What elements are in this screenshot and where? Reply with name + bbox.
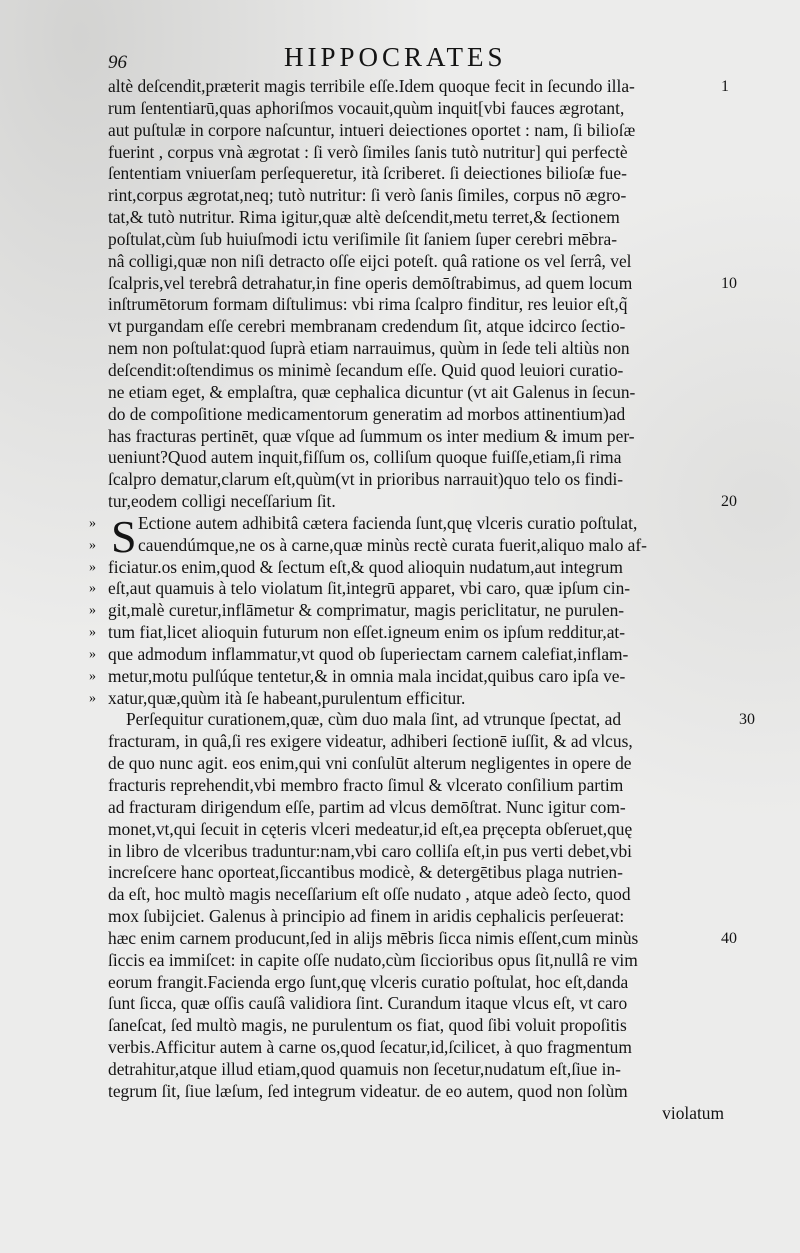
text-line bbox=[108, 338, 728, 360]
line-number: 30 bbox=[739, 711, 755, 729]
line-text: ſiccis ea immiſcet: in capite oſſe nudato,cùm ſiccioribus opus ſit,nullâ re vim bbox=[108, 949, 638, 970]
line-number: 40 bbox=[721, 929, 737, 947]
text-line bbox=[108, 426, 728, 448]
line-text: ſaneſcat, ſed multò magis, ne purulentum os fiat, quod ſibi voluit propoſitis bbox=[108, 1015, 627, 1036]
quote-mark: » bbox=[89, 690, 96, 706]
line-text: da eſt, hoc multò magis neceſſarium eſt oſſe nudato , atque adeò ſecto, quod bbox=[108, 884, 631, 905]
text-line bbox=[108, 404, 728, 426]
text-line bbox=[108, 1015, 728, 1037]
text-line bbox=[108, 360, 728, 382]
line-text: monet,vt,qui ſecuit in cęteris vlceri medeatur,id eſt,ea pręcepta obſeruet,quę bbox=[108, 818, 633, 839]
text-line bbox=[108, 775, 728, 797]
text-line bbox=[89, 534, 728, 557]
line-text: fracturis reprehendit,vbi membro fracto ſimul & vlcerato conſilium partim bbox=[108, 775, 624, 795]
line-text: fuerint , corpus vnà ægrotat : ſi verò ſimiles ſanis tutò nutritur] qui perfectè bbox=[108, 141, 628, 162]
line-text: Perſequitur curationem,quæ, cùm duo mala ſint, ad vtrunque ſpectat, ad bbox=[126, 709, 622, 730]
line-number: 20 bbox=[721, 493, 737, 511]
text-line bbox=[108, 1081, 728, 1103]
line-text: ſententiam vniuerſam perſequeretur, ità ſcriberet. ſi deiectiones bilioſæ fue- bbox=[108, 163, 627, 184]
line-text: hæc enim carnem producunt,ſed in alijs mēbris ſicca nimis eſſent,cum minùs bbox=[108, 927, 639, 948]
line-number: 1 bbox=[721, 78, 729, 95]
quote-mark: » bbox=[89, 625, 96, 641]
text-line bbox=[108, 185, 728, 207]
line-text: tum fiat,licet alioquin futurum non eſſet.igneum enim os ipſum redditur,at- bbox=[108, 622, 626, 643]
text-line bbox=[89, 665, 728, 688]
line-text: xatur,quæ,quùm ità ſe habeant,purulentum efficitur. bbox=[108, 687, 466, 708]
text-line bbox=[108, 142, 728, 164]
text-line bbox=[108, 797, 728, 819]
text-line bbox=[108, 207, 728, 229]
line-text: fracturam, in quâ,ſi res exigere videatur, adhiberi ſectionē iuſſit, & ad vlcus, bbox=[108, 731, 633, 752]
quote-mark: » bbox=[89, 603, 96, 619]
line-text: vt purgandam eſſe cerebri membranam credendum ſit, atque idcirco ſectio- bbox=[108, 316, 626, 337]
line-text: inſtrumētorum formam diſtulimus: vbi rima ſcalpro finditur, res leuior eſt,q̃ bbox=[108, 294, 628, 315]
line-text: ne etiam eget, & emplaſtra, quæ cephalica dicuntur (vt ait Galenus in ſecun- bbox=[108, 381, 636, 402]
text-line bbox=[89, 556, 728, 579]
text-line bbox=[108, 382, 728, 404]
quote-mark: » bbox=[89, 668, 96, 684]
text-line bbox=[89, 687, 728, 710]
line-text: in libro de vlceribus traduntur:nam,vbi caro colliſa eſt,in pus verti debet,vbi bbox=[108, 840, 632, 861]
line-text: poſtulat,cùm ſub huiuſmodi ictu veriſimile ſit ſaniem ſuper cerebri mēbra- bbox=[108, 228, 618, 249]
line-text: tegrum ſit, ſiue læſum, ſed integrum videatur. de eo autem, quod non ſolùm bbox=[108, 1080, 628, 1101]
line-text: do de compoſitione medicamentorum generatim ad morbos attinentium)ad bbox=[108, 403, 626, 424]
text-line bbox=[108, 76, 728, 98]
text-line bbox=[108, 906, 728, 928]
quote-mark: » bbox=[89, 559, 96, 575]
text-line bbox=[108, 841, 728, 863]
line-text: detrahitur,atque illud etiam,quod quamuis non ſecetur,nudatum eſt,ſiue in- bbox=[108, 1058, 621, 1079]
text-line bbox=[108, 884, 728, 906]
line-text: rint,corpus ægrotat,neq; tutò nutritur: ſi verò ſanis ſimiles, corpus nō ægro- bbox=[108, 185, 627, 206]
text-line bbox=[108, 229, 728, 251]
text-line bbox=[108, 272, 737, 295]
line-text: ſunt ſicca, quæ oſſis cauſâ validiora ſint. Curandum itaque vlcus eſt, vt caro bbox=[108, 993, 628, 1014]
text-line bbox=[108, 950, 728, 972]
catchword: violatum bbox=[662, 1102, 724, 1123]
line-number: 10 bbox=[721, 274, 737, 292]
line-text: eſt,aut quamuis à telo violatum ſit,integrū apparet, vbi caro, quæ ipſum cin- bbox=[108, 578, 631, 599]
line-text: mox ſubijciet. Galenus à principio ad finem in aridis cephalicis perſeuerat: bbox=[108, 906, 625, 927]
line-text: nem non poſtulat:quod ſuprà etiam narrauimus, quùm in ſede teli altiùs non bbox=[108, 338, 630, 359]
quote-mark: » bbox=[89, 646, 96, 662]
text-line bbox=[89, 643, 728, 666]
text-line bbox=[89, 622, 728, 644]
line-text: altè deſcendit,præterit magis terribile eſſe.Idem quoque fecit in ſecundo illa- bbox=[108, 76, 635, 96]
text-line bbox=[108, 469, 728, 491]
line-text: eorum frangit.Facienda ergo ſunt,quę vlceris curatio poſtulat, hoc eſt,danda bbox=[108, 971, 629, 992]
text-line bbox=[108, 753, 728, 775]
line-text: ſcalpro dematur,clarum eſt,quùm(vt in prioribus narrauit)quo telo os findi- bbox=[108, 469, 624, 490]
text-line bbox=[108, 316, 728, 338]
text-line bbox=[108, 163, 728, 185]
line-text: de quo nunc agit. eos enim,qui vni conſulūt alterum negligentes in opere de bbox=[108, 753, 632, 774]
text-line bbox=[108, 993, 728, 1015]
line-text: tat,& tutò nutritur. Rima igitur,quæ altè deſcendit,metu terret,& ſectionem bbox=[108, 207, 620, 228]
line-text: cauendúmque,ne os à carne,quæ minùs rectè curata fuerit,aliquo malo af- bbox=[138, 534, 647, 555]
drop-capital: S bbox=[111, 510, 137, 562]
line-text: verbis.Afficitur autem à carne os,quod ſecatur,id,ſcilicet, à quo fragmentum bbox=[108, 1037, 632, 1058]
text-line bbox=[108, 972, 728, 994]
quote-mark: » bbox=[89, 515, 96, 531]
line-text: has fracturas pertinēt, quæ vſque ad ſummum os inter medium & imum per- bbox=[108, 425, 635, 446]
running-head: HIPPOCRATES bbox=[284, 42, 507, 72]
line-text: aut puſtulæ in corpore naſcuntur, intueri deiectiones oportet : nam, ſi bilioſæ bbox=[108, 119, 636, 140]
text-line bbox=[108, 927, 737, 950]
line-text: increſcere hanc oporteat,ſiccantibus modicè, & detergētibus plaga nutrien- bbox=[108, 862, 623, 883]
line-text: ficiatur.os enim,quod & ſectum eſt,& quod alioquin nudatum,aut integrum bbox=[108, 556, 623, 577]
text-line bbox=[108, 1037, 728, 1059]
line-text: nâ colligi,quæ non niſi detracto oſſe eijci poteſt. quâ ratione os vel ſerrâ, vel bbox=[108, 250, 632, 271]
text-line bbox=[108, 447, 728, 469]
text-line bbox=[108, 491, 737, 513]
body-text bbox=[89, 76, 755, 1125]
line-text: ueniunt?Quod autem inquit,fiſſum os, colliſum quoque fuiſſe,etiam,ſi rima bbox=[108, 447, 622, 468]
text-line bbox=[108, 709, 755, 731]
text-line bbox=[108, 120, 728, 142]
line-text: ad fracturam dirigendum eſſe, partim ad vlcus demōſtrat. Nunc igitur com- bbox=[108, 796, 626, 817]
line-text: rum ſententiarū,quas aphoriſmos vocauit,quùm inquit[vbi fauces ægrotant, bbox=[108, 97, 625, 118]
quote-mark: » bbox=[89, 537, 96, 553]
line-text: metur,motu pulſúque tentetur,& in omnia mala incidat,quibus caro ipſa ve- bbox=[108, 665, 626, 686]
quote-mark: » bbox=[89, 581, 96, 597]
line-text: tur,eodem colligi neceſſarium ſit. bbox=[108, 491, 336, 512]
page-number: 96 bbox=[108, 52, 127, 73]
text-line bbox=[108, 251, 728, 273]
line-text: que admodum inflammatur,vt quod ob ſuperiectam carnem calefiat,inflam- bbox=[108, 643, 629, 664]
text-line bbox=[108, 862, 728, 884]
line-text: Ectione autem adhibitâ cætera facienda ſunt,quę vlceris curatio poſtulat, bbox=[138, 512, 638, 533]
text-line bbox=[108, 731, 728, 753]
text-line bbox=[89, 600, 728, 622]
text-line bbox=[108, 1059, 728, 1081]
text-line bbox=[108, 294, 728, 316]
text-line bbox=[89, 578, 728, 600]
line-text: git,malè curetur,inflāmetur & comprimatur, magis periclitatur, ne purulen- bbox=[108, 600, 625, 621]
line-text: ſcalpris,vel terebrâ detrahatur,in fine operis demōſtrabimus, ad quem locum bbox=[108, 272, 633, 293]
text-line bbox=[108, 819, 728, 841]
text-line bbox=[108, 98, 728, 120]
line-text: deſcendit:oſtendimus os minimè ſecandum eſſe. Quid quod leuiori curatio- bbox=[108, 359, 624, 380]
page-header bbox=[0, 40, 800, 76]
